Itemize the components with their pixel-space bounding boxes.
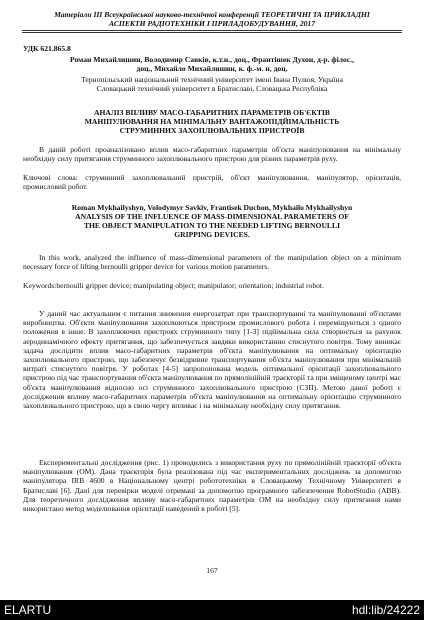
- body-paragraph-1: У даний час актуальним є питання зниження енергозатрат при транспортуванні та маніпулюванні об'єктами виробництва. Об'єкти маніпулювання захоплюються пристроєм промислового робота і переміщуються з одного положення в інше. В захоплюючих пристроях струминного типу [1-3] підйімальна сила створюється за рахунок аеродинамічного ефекту притягання, що забезпечується завдяки використанню стиснутого повітря. Тому виникає задача дослідити вплив масо-габаритних параметрів об'єкта маніпулювання на оптимальну орієнтацію захоплювального пристрою, що забезпечує безвідривне транспортування об'єкта маніпулювання при мінімальній витраті стиснутого повітря. У роботах [4-5] запропонована модель оптимальної орієнтації захоплювального пристрою під час транспортування об'єкта маніпулювання по прямолінійній траєкторії та при зміщеному центрі мас об'єкта маніпулювання відносно осі струминного захоплювального пристрою (СЗП). Метою даної роботі є дослідження впливу масо-габаритних параметрів об'єкта маніпулювання на оптимальну орієнтацію струминного захоплювального пристрою, що в свою чергу впливає і на мінімальну необхідну силу притягання.: [23, 309, 401, 411]
- footer-handle-label: hdl:lib/24222: [351, 603, 420, 617]
- authors-uk-line-2: доц., Михайло Михайлишин, к. ф.-м. н, доц.: [136, 64, 288, 73]
- header-rule: [22, 30, 402, 31]
- body-paragraph-2: Експериментальні дослідження (рис. 1) проводились з використання руху по прямолінійній траєкторії об'єкта маніпулювання (ОМ). Дана траєкторія була реалізована під час експериментальних досліджень за допомогою маніпулятора IRB 4600 в Національному центрі робототехніки в Словацькому Технічному Університеті в Братиславі [6]. Дані для перевірки моделі отримані за допомогою програмного забезпечення RobotStudio (ABB). Для теоретичного дослідження впливу масо-габаритних параметрів ОМ на необхідну силу притягання нами використано метод моделювання орієнтації наведений в роботі [5].: [23, 458, 401, 514]
- udc-code: УДК 621.865.8: [23, 44, 71, 53]
- title-en-line-2: THE OBJECT MANIPULATION TO THE NEEDED LIFTING BERNOULLI: [83, 221, 341, 230]
- running-header-line-1: Матеріали ІІІ Всеукраїнської науково-технічної конференції ТЕОРЕТИЧНІ ТА ПРИКЛАДНІ: [54, 10, 370, 19]
- running-header-line-2: АСПЕКТИ РАДІОТЕХНІКИ І ПРИЛАДОБУДУВАННЯ, 2017: [108, 19, 316, 28]
- title-uk-line-2: МАНІПУЛЮВАННЯ НА МІНІМАЛЬНУ ВАНТАЖОПІДЙІМАЛЬНІСТЬ: [84, 117, 340, 126]
- title-uk-line-3: СТРУМИННИХ ЗАХОПЛЮВАЛЬНИХ ПРИСТРОЇВ: [119, 126, 305, 135]
- abstract-en: In this work, analyzed the influence of mass-dimensional parameters of the manipulation object on a minimum necessary force of lifting bernoulli gripper device for various motion parameters.: [23, 253, 401, 272]
- title-en-line-1: ANALYSIS OF THE INFLUENCE OF MASS-DIMENSIONAL PARAMETERS OF: [75, 212, 349, 221]
- title-uk-line-1: АНАЛІЗ ВПЛИВУ МАСО-ГАБАРИТНИХ ПАРАМЕТРІВ ОБ'ЄКТІВ: [94, 108, 330, 117]
- keywords-uk: Ключові слова: струминний захоплювальний пристрій, об'єкт маніпулювання, маніпулятор, орієнтація, промисловий робот.: [23, 173, 401, 192]
- affiliation-uk-line-1: Тернопільський національний технічний університет імені Івана Пулюя, Україна: [81, 75, 343, 84]
- authors-en: Roman Mykhailyshyn, Volodymyr Savkiv, Frantisek Duchon, Mykhailo Mykhailyshyn: [71, 203, 353, 212]
- title-en-line-3: GRIPPING DEVICES.: [174, 230, 250, 239]
- viewer-footer-bar: [0, 600, 424, 620]
- abstract-uk: В даній роботі проаналізовано вплив масо-габаритних параметрів об'єкта маніпулювання на мінімальну необхідну силу притягання струминного захоплювального пристрою для різних параметрів руху.: [23, 145, 401, 164]
- page-number: 167: [206, 566, 218, 575]
- authors-uk-line-1: Роман Михайлишин, Володимир Савків, к.т.н., доц., Франтішек Духон, д-р. філос.,: [70, 55, 354, 64]
- keywords-en: Keywords:bernoulli gripper device; manipulating object; manipulator; orientation; industrial robot.: [23, 281, 324, 290]
- affiliation-uk-line-2: Словацький технічний університет в Братиславі, Словацька Республіка: [96, 84, 328, 93]
- header-rule-double: [22, 32, 402, 33]
- footer-source-label: ELARTU: [4, 603, 52, 617]
